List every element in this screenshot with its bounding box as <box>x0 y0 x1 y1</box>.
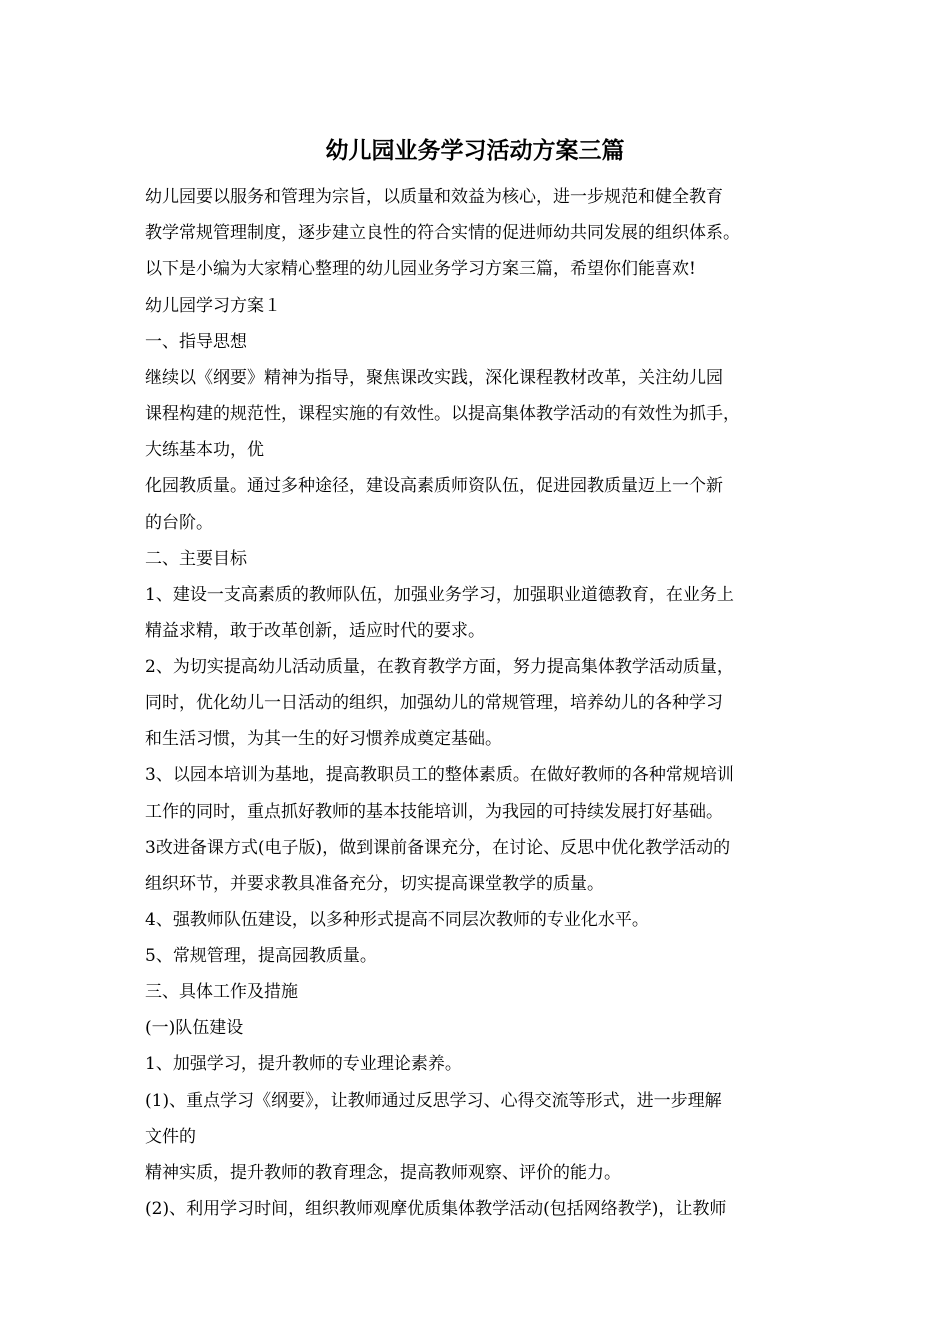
paragraph-line: (一)队伍建设 <box>145 1018 244 1038</box>
paragraph-line: 以下是小编为大家精心整理的幼儿园业务学习方案三篇，希望你们能喜欢! <box>145 259 696 279</box>
document-title: 幼儿园业务学习活动方案三篇 <box>325 137 625 164</box>
paragraph-line: 组织环节，并要求教具准备充分，切实提高课堂教学的质量。 <box>145 874 604 894</box>
paragraph-line: 4、强教师队伍建设，以多种形式提高不同层次教师的专业化水平。 <box>145 910 649 930</box>
paragraph-line: 1、加强学习，提升教师的专业理论素养。 <box>145 1054 462 1074</box>
paragraph-line: 三、具体工作及措施 <box>145 982 298 1002</box>
paragraph-line: 一、指导思想 <box>145 332 247 352</box>
paragraph-line: 教学常规管理制度，逐步建立良性的符合实情的促进师幼共同发展的组织体系。 <box>145 223 740 243</box>
paragraph-line: 5、常规管理，提高园教质量。 <box>145 946 377 966</box>
paragraph-line: 大练基本功，优 <box>145 440 264 460</box>
paragraph-line: 精神实质，提升教师的教育理念，提高教师观察、评价的能力。 <box>145 1163 621 1183</box>
paragraph-line: 幼儿园要以服务和管理为宗旨，以质量和效益为核心，进一步规范和健全教育 <box>145 187 723 207</box>
paragraph-line: 工作的同时，重点抓好教师的基本技能培训，为我园的可持续发展打好基础。 <box>145 802 723 822</box>
paragraph-line: 继续以《纲要》精神为指导，聚焦课改实践，深化课程教材改革，关注幼儿园 <box>145 368 723 388</box>
paragraph-line: 3改进备课方式(电子版)，做到课前备课充分，在讨论、反思中优化教学活动的 <box>145 838 731 858</box>
paragraph-line: 同时，优化幼儿一日活动的组织，加强幼儿的常规管理，培养幼儿的各种学习 <box>145 693 723 713</box>
paragraph-line: 幼儿园学习方案１ <box>145 296 281 316</box>
paragraph-line: 和生活习惯，为其一生的好习惯养成奠定基础。 <box>145 729 502 749</box>
paragraph-line: (2)、利用学习时间，组织教师观摩优质集体教学活动(包括网络教学)，让教师 <box>145 1199 727 1219</box>
paragraph-line: 3、以园本培训为基地，提高教职员工的整体素质。在做好教师的各种常规培训 <box>145 765 734 785</box>
paragraph-line: 精益求精，敢于改革创新，适应时代的要求。 <box>145 621 485 641</box>
paragraph-line: 二、主要目标 <box>145 549 247 569</box>
paragraph-line: 2、为切实提高幼儿活动质量，在教育教学方面，努力提高集体教学活动质量， <box>145 657 734 677</box>
paragraph-line: 文件的 <box>145 1127 196 1147</box>
paragraph-line: (1)、重点学习《纲要》，让教师通过反思学习、心得交流等形式，进一步理解 <box>145 1091 722 1111</box>
paragraph-line: 1、建设一支高素质的教师队伍，加强业务学习，加强职业道德教育，在业务上 <box>145 585 734 605</box>
paragraph-line: 化园教质量。通过多种途径，建设高素质师资队伍，促进园教质量迈上一个新 <box>145 476 723 496</box>
paragraph-line: 的台阶。 <box>145 513 213 533</box>
paragraph-line: 课程构建的规范性，课程实施的有效性。以提高集体教学活动的有效性为抓手， <box>145 404 740 424</box>
